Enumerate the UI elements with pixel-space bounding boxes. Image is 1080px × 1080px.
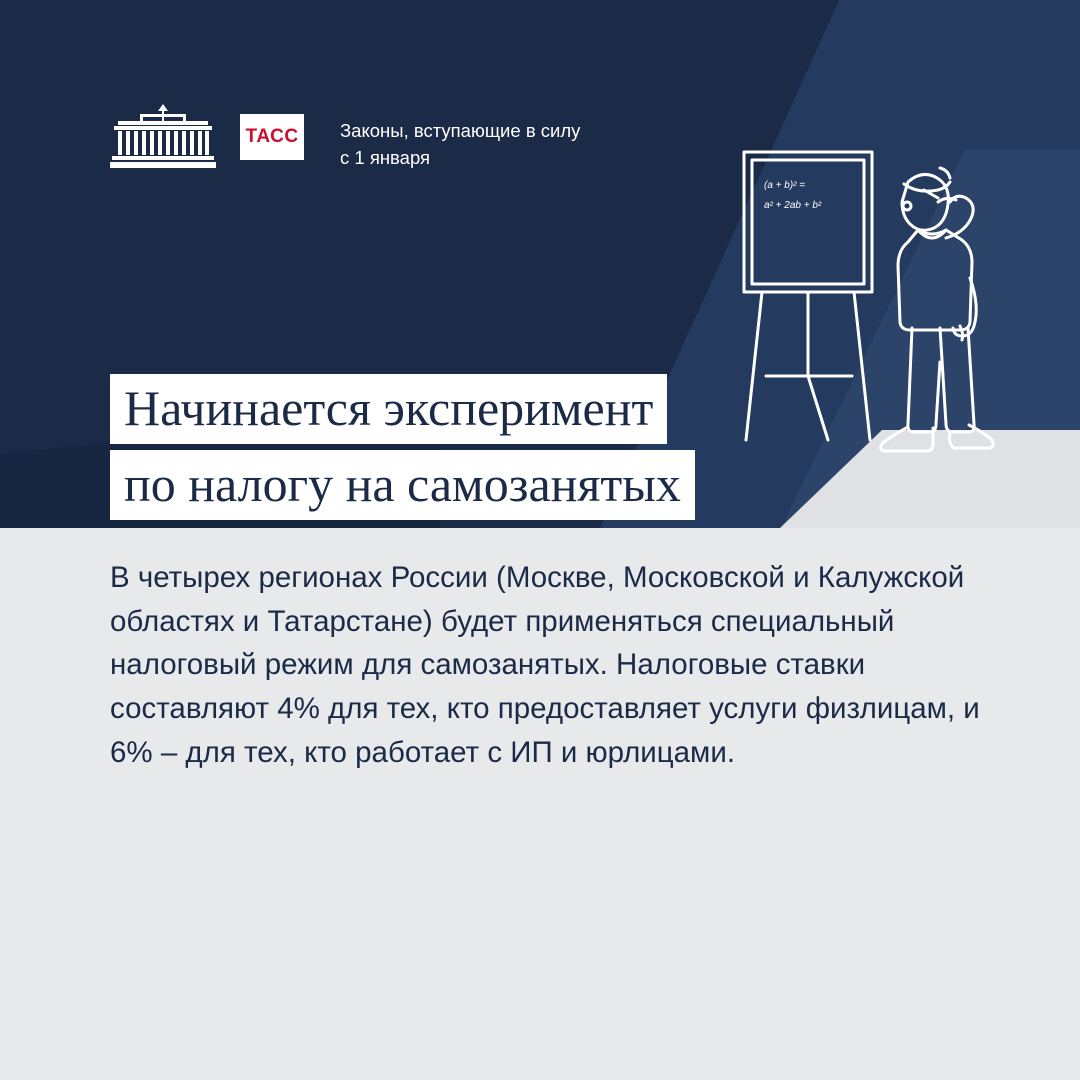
series-title-line2: с 1 января <box>340 146 431 168</box>
government-building-icon <box>110 104 216 170</box>
page-title <box>110 374 695 526</box>
series-title-line1: Законы, вступающие в силу <box>340 120 581 141</box>
body-text: В четырех регионах России (Москве, Московской и Калужской областях и Татарстане) будет применяться специальный налоговый режим для самозанятых. Налоговые ставки составляют 4% для тех, кто предоставляет услуги физлицам, и 6% – для тех, кто работает с ИП и юрлицами. <box>110 561 980 769</box>
page-title-line1: Начинается эксперимент <box>110 374 667 444</box>
man-writing-on-flipchart-illustration <box>732 140 1012 520</box>
header <box>110 104 580 172</box>
page-title-line2: по налогу на самозанятых <box>110 450 695 520</box>
board-formula-line2: a² + 2ab + b² <box>764 200 822 211</box>
series-title <box>340 118 580 172</box>
board-formula-line1: (a + b)² = <box>764 180 806 191</box>
tass-logo: ТАСС <box>240 114 304 160</box>
